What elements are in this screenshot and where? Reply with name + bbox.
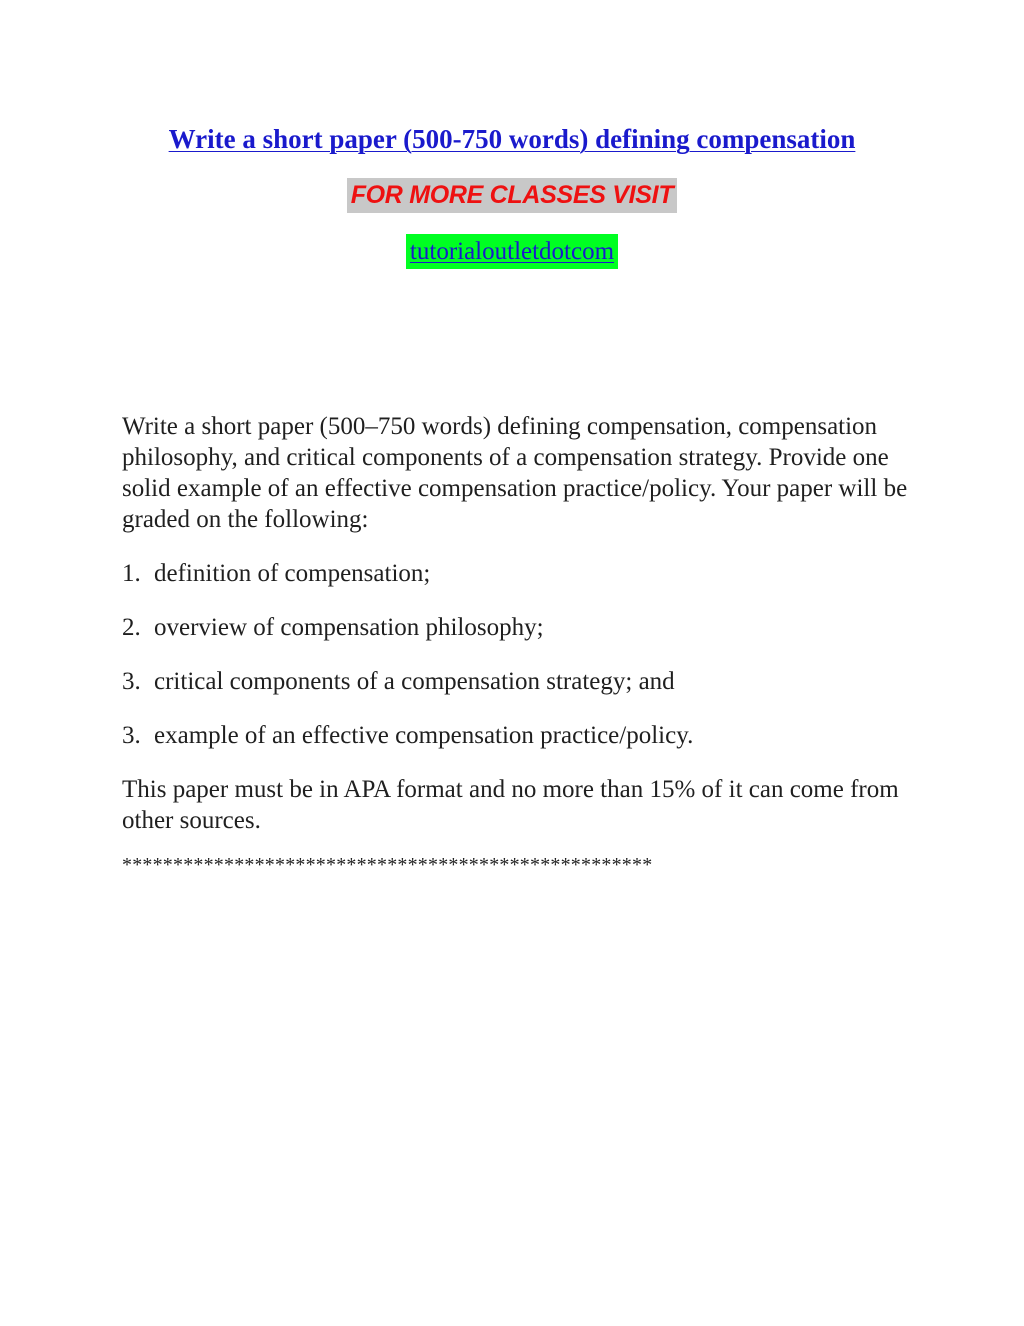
list-item	[122, 558, 922, 589]
site-link[interactable]: tutorialoutletdotcom	[406, 234, 618, 269]
closing-paragraph: This paper must be in APA format and no more than 15% of it can come from other sources.	[122, 776, 899, 834]
list-item-text: overview of compensation philosophy;	[154, 614, 544, 641]
list-item	[122, 666, 922, 697]
separator-line: ****************************************************	[122, 854, 653, 876]
list-item-number: 2.	[122, 614, 141, 641]
list-item	[122, 612, 922, 643]
list-item-text: critical components of a compensation strategy; and	[154, 668, 675, 695]
intro-paragraph: Write a short paper (500–750 words) defining compensation, compensation philosophy, and critical components of a compensation strategy. Provide one solid example of an effective compensation practice/policy. Your paper will be graded on the following:	[122, 413, 908, 533]
page-title	[0, 121, 1024, 157]
list-item-number: 1.	[122, 560, 141, 587]
list-item-number: 3.	[122, 722, 141, 749]
promo-site	[0, 234, 1024, 269]
grading-list	[122, 558, 922, 751]
title-link[interactable]: Write a short paper (500-750 words) defining compensation	[168, 124, 856, 154]
promo-banner	[0, 178, 1024, 213]
document-body	[122, 411, 922, 876]
list-item-text: example of an effective compensation practice/policy.	[154, 722, 694, 749]
list-item	[122, 720, 922, 751]
promo-visit-text: FOR MORE CLASSES VISIT	[347, 178, 678, 213]
list-item-text: definition of compensation;	[154, 560, 431, 587]
list-item-number: 3.	[122, 668, 141, 695]
